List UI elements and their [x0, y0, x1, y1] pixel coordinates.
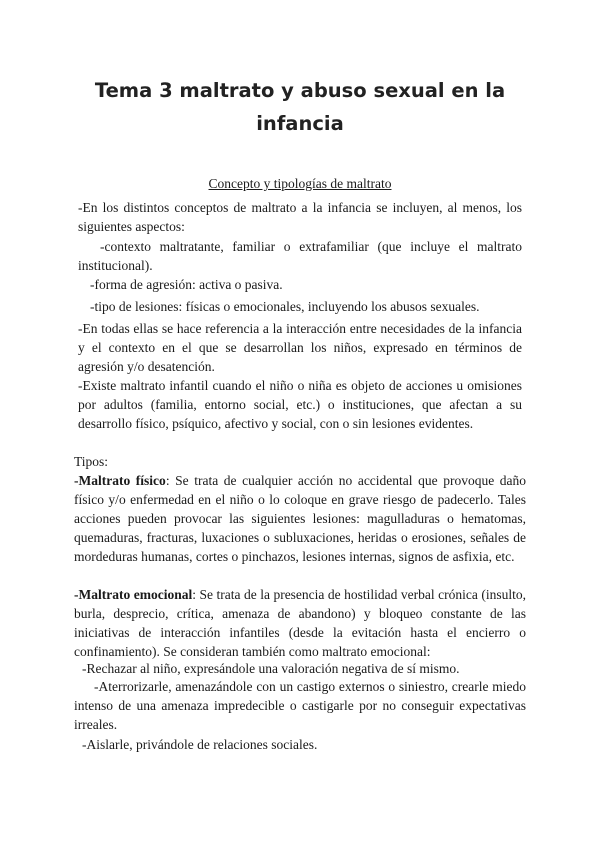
maltrato-emocional-label: -Maltrato emocional	[74, 587, 193, 602]
paragraph-definicion-maltrato: -Existe maltrato infantil cuando el niño o niña es objeto de acciones u omisiones por adultos (familia, entorno social, etc.) o instituciones, que afectan a su desarrollo físico, psíquico, afectivo y social, con o sin lesiones evidentes.	[78, 378, 522, 431]
paragraph-intro: -En los distintos conceptos de maltrato a la infancia se incluyen, al menos, los siguientes aspectos:	[78, 200, 522, 234]
maltrato-fisico-text: : Se trata de cualquier acción no accidental que provoque daño físico y/o enfermedad en el niño o lo coloque en grave riesgo de padecerlo. Tales acciones pueden provocar las siguientes lesiones: magulladuras o hematomas, quemaduras, fracturas, luxaciones o subluxaciones, heridas o erosiones, señales de mordeduras humanas, cortes o pinchazos, lesiones internas, signos de asfixia, etc.	[74, 473, 527, 564]
paragraph-aislar: -Aislarle, privándole de relaciones sociales.	[82, 737, 318, 752]
section-subtitle: Concepto y tipologías de maltrato	[208, 176, 392, 191]
paragraph-maltrato-emocional	[74, 585, 526, 661]
paragraph-maltrato-fisico	[74, 471, 526, 566]
paragraph-tipo-lesiones: -tipo de lesiones: físicas o emocionales, incluyendo los abusos sexuales.	[90, 299, 480, 314]
maltrato-fisico-label: -Maltrato físico	[74, 473, 166, 488]
paragraph-forma-agresion: -forma de agresión: activa o pasiva.	[90, 277, 283, 292]
paragraph-tipos-heading: Tipos:	[74, 454, 109, 469]
maltrato-emocional-text: : Se trata de la presencia de hostilidad verbal crónica (insulto, burla, desprecio, crítica, amenaza de abandono) y bloqueo constante de las iniciativas de interacción infantiles (desde la evitación hasta el encierro o confinamiento). Se consideran también como maltrato emocional:	[74, 587, 526, 659]
paragraph-aterrorizar: -Aterrorizarle, amenazándole con un castigo externos o siniestro, crearle miedo intenso de una amenaza impredecible o castigarle por no conseguir expectativas irreales.	[74, 679, 526, 732]
paragraph-rechazar: -Rechazar al niño, expresándole una valoración negativa de sí mismo.	[82, 661, 460, 676]
page-title: Tema 3 maltrato y abuso sexual en la infancia	[94, 79, 506, 135]
paragraph-contexto: -contexto maltratante, familiar o extrafamiliar (que incluye el maltrato institucional).	[78, 239, 522, 273]
paragraph-interaccion: -En todas ellas se hace referencia a la interacción entre necesidades de la infancia y el contexto en el que se desarrollan los niños, expresado en términos de agresión y/o desatención.	[78, 321, 522, 374]
